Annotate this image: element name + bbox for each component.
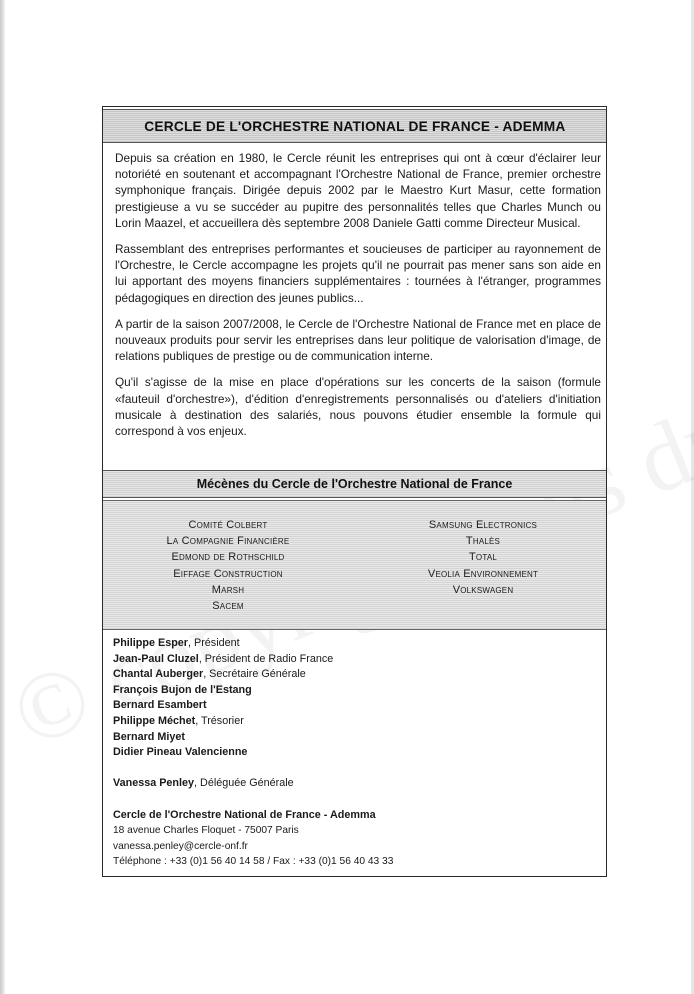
member-row [113,698,593,714]
delegate-row [113,776,593,792]
patron-item: Sacem [212,600,244,613]
contact-email: vanessa.penley@cercle-onf.fr [113,840,248,852]
member-row [113,683,593,699]
patrons-title: Mécènes du Cercle de l'Orchestre National de France [196,477,513,491]
paragraph: Rassemblant des entreprises performantes et soucieuses de participer au rayonnement de l'Orchestre, le Cercle accompagne les projets qu'il ne pourrait pas mener sans son aide en lui apportant des moyens financiers supplémentaires : tournées à l'étranger, programmes pédagogiques en direction des jeunes publics... [115,242,601,305]
member-row [113,714,593,730]
member-row [113,667,593,683]
page-scan-edge [0,0,5,994]
patrons-banner [103,470,606,498]
member-name: Philippe Esper [113,637,188,649]
delegate-role: , Déléguée Générale [194,777,294,790]
paragraph: Qu'il s'agisse de la mise en place d'opérations sur les concerts de la saison (formule «fauteuil d'orchestre»), d'édition d'enregistrements personnalisés ou d'ateliers d'initiation musicale à destination des salariés, nous pouvons étudier ensemble la formule qui correspond à vos enjeux. [115,375,601,439]
member-role: , Président [188,637,240,649]
patron-item: La Compagnie Financière [166,535,290,548]
patrons-column-left [103,517,353,614]
patron-item: Eiffage Construction [173,567,283,580]
member-row [113,636,593,652]
intro-text [115,150,601,449]
patron-item: Edmond de Rothschild [171,551,285,564]
delegate-name: Vanessa Penley [113,777,195,790]
member-name: Chantal Auberger [113,668,204,681]
contact-phone: Téléphone : +33 (0)1 56 40 14 58 / Fax : +33 (0)1 56 40 43 33 [113,856,394,868]
patron-item: Veolia Environnement [427,567,539,580]
patron-item: Samsung Electronics [428,519,538,531]
member-role: , Secrétaire Générale [203,668,306,681]
page-title: CERCLE DE L'ORCHESTRE NATIONAL DE FRANCE - ADEMMA [143,118,566,134]
patron-item: Comité Colbert [188,519,268,531]
board-members [113,636,593,870]
patron-item: Total [468,551,498,564]
contact-org: Cercle de l'Orchestre National de France - Ademma [113,808,376,821]
title-banner [103,109,606,143]
paragraph: Depuis sa création en 1980, le Cercle réunit les entreprises qui ont à cœur d'éclairer leur notoriété en soutenant et accompagnant l'Orchestre National de France, premier orchestre symphonique français. Dirigée depuis 2002 par le Maestro Kurt Masur, cette formation prestigieuse a vu se succéder au pupitre des personnalités telles que Charles Munch ou Lorin Maazel, et accueillera dès septembre 2008 Daniele Gatti comme Directeur Musical. [115,151,601,230]
patrons-column-right [358,517,608,598]
member-name: Philippe Méchet [113,714,196,727]
spacer [113,792,593,808]
member-row [113,745,593,761]
patron-item: Thalès [465,535,501,548]
patron-item: Volkswagen [452,583,514,596]
member-name: François Bujon de l'Estang [113,683,252,696]
paragraph: A partir de la saison 2007/2008, le Cercle de l'Orchestre National de France met en place de nouveaux produits pour servir les entreprises dans leur politique de valorisation d'image, de relations publiques de prestige ou de communication interne. [115,316,601,364]
patron-item: Marsh [211,583,245,596]
contact-address: 18 avenue Charles Floquet - 75007 Paris [113,825,299,837]
member-name: Bernard Esambert [113,699,207,712]
member-name: Jean-Paul Cluzel [113,652,199,665]
patrons-list [103,500,606,630]
member-name: Bernard Miyet [113,730,185,743]
contact-org-row [113,808,593,824]
spacer [113,761,593,777]
member-role: , Président de Radio France [198,652,334,665]
member-row [113,730,593,746]
member-role: , Trésorier [195,714,244,727]
member-name: Didier Pineau Valencienne [113,746,248,759]
member-row [113,652,593,668]
